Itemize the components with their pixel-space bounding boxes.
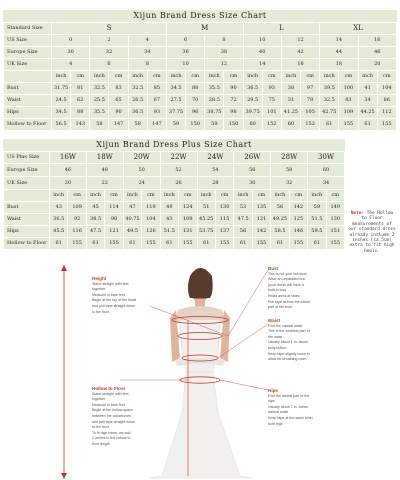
unit-cell: inch [128, 71, 147, 83]
row-label: Hollow to Floor [4, 119, 52, 131]
table-cell: 38 [205, 47, 243, 59]
table-cell: 155 [339, 119, 358, 131]
table-cell: 142 [289, 202, 307, 214]
table-cell: 51 [197, 202, 215, 214]
measuring-guide [0, 262, 400, 480]
unit-cell: cm [326, 190, 344, 202]
height-annotation: Height Stand straight with feet together Measure in bare feet Begin at the top of the head and pull tape straight down to the floor [92, 276, 137, 314]
standard-size-chart-title: Xijun Brand Dress Size Chart [133, 11, 267, 20]
size-header: 28W [271, 152, 308, 164]
unit-cell: cm [215, 190, 233, 202]
unit-cell: cm [339, 71, 358, 83]
table-cell: 27.5 [166, 95, 185, 107]
hips-annotation: Hips Find the widest part of the hips Usually about 7 in. below natural waist Keep tape at the same level both legs [268, 388, 313, 426]
table-cell: 90 [109, 107, 128, 119]
row-label [4, 71, 52, 83]
table-cell: 58 [128, 119, 147, 131]
table-cell: 41 [358, 83, 377, 95]
table-cell: 31 [281, 95, 300, 107]
height-arrow-top-icon [61, 265, 67, 271]
hollow-title: Hollow to Floor [92, 386, 126, 391]
table-cell: 40.75 [123, 214, 141, 226]
table-cell: 135 [252, 202, 270, 214]
table-cell: 20 [358, 59, 397, 71]
table-cell: 61 [358, 119, 377, 131]
table-cell: 105 [301, 107, 320, 119]
row-label: Waist [4, 214, 50, 226]
table-cell: 4 [128, 35, 166, 47]
table-cell: 37.75 [166, 107, 185, 119]
table-cell: 155 [326, 238, 344, 250]
table-cell: 155 [179, 238, 197, 250]
unit-cell: inch [86, 190, 104, 202]
unit-cell: cm [224, 71, 243, 83]
units-row [4, 190, 345, 202]
unit-cell: cm [71, 71, 90, 83]
table-cell: 65 [109, 95, 128, 107]
table-cell: 34.5 [52, 107, 71, 119]
table-cell: 56 [234, 164, 271, 177]
table-cell: 97 [301, 83, 320, 95]
measurement-row [4, 202, 345, 214]
table-cell: 0 [52, 35, 90, 47]
row-label: US Size [4, 35, 52, 47]
table-cell: 58 [90, 119, 109, 131]
dress-illustration [0, 262, 400, 480]
table-cell: 28.5 [205, 95, 224, 107]
table-cell: 2 [90, 35, 128, 47]
table-cell: 124 [179, 202, 197, 214]
standard-size-table [3, 22, 397, 131]
table-cell: 59 [166, 119, 185, 131]
table-cell: 116 [68, 226, 86, 238]
table-cell: 20 [50, 177, 87, 190]
table-cell: 137 [215, 226, 233, 238]
table-cell: 42 [281, 47, 319, 59]
row-label: UK Size [4, 59, 52, 71]
table-cell: 39.5 [320, 83, 339, 95]
table-cell: 88 [186, 83, 205, 95]
table-cell: 35.5 [90, 107, 109, 119]
table-cell: 61 [86, 238, 104, 250]
table-cell: 38.5 [86, 214, 104, 226]
table-cell: 38 [281, 83, 300, 95]
measurement-row [4, 214, 345, 226]
waist-annotation: Waist Find the natural waist This is the smallest part of the waist Usually about 1 in. above belly button Keep tape slightly loose to allow for breathing room [268, 318, 310, 362]
table-cell: 152 [262, 119, 281, 131]
table-cell: 32 [90, 47, 128, 59]
unit-cell: inch [358, 71, 377, 83]
table-cell: 16 [281, 59, 319, 71]
table-cell: 24 [123, 177, 160, 190]
size-header: 24W [197, 152, 234, 164]
table-cell: 53 [234, 202, 252, 214]
table-cell: 130 [326, 214, 344, 226]
measurement-row [4, 95, 397, 107]
table-cell: 61 [123, 238, 141, 250]
table-cell: 6 [166, 35, 204, 47]
table-cell: 104 [142, 214, 160, 226]
table-cell: 36.5 [243, 83, 262, 95]
unit-cell: inch [320, 71, 339, 83]
table-cell: 38.75 [205, 107, 224, 119]
table-cell: 60 [281, 119, 300, 131]
table-cell: 22 [86, 177, 123, 190]
row-label: Standard Size [4, 23, 52, 35]
uk-size-row [4, 177, 345, 190]
table-cell: 10 [166, 59, 204, 71]
europe-size-row [4, 47, 397, 59]
table-cell: 44 [320, 47, 358, 59]
table-cell: 125 [289, 214, 307, 226]
table-cell: 98 [224, 107, 243, 119]
note-text: The Hollow to Floor measurements of our standard dress already include 2 inches (ca.5cm) extra to fit high heels. [348, 211, 396, 254]
model-figure [150, 268, 252, 478]
table-cell: 31.75 [52, 83, 71, 95]
table-cell: 104 [377, 83, 396, 95]
table-cell: 34.5 [166, 83, 185, 95]
unit-cell: cm [109, 71, 128, 83]
table-cell: 61 [160, 238, 178, 250]
plus-size-chart [3, 139, 345, 250]
bust-annotation: Bust This is not your bra size! Wear an unpadded bra (your dress will have a built-in bra) Relax arms at sides Pull tape across the fullest part of the bust [268, 266, 310, 310]
table-cell: 60 [308, 164, 345, 177]
row-label: Waist [4, 95, 52, 107]
table-cell: 131 [179, 226, 197, 238]
row-label: Hollow to Floor [4, 238, 50, 250]
table-cell: 45 [86, 202, 104, 214]
table-cell: 24.5 [52, 95, 71, 107]
table-cell: 43 [50, 202, 68, 214]
table-cell: 4 [52, 59, 90, 71]
table-cell: 83 [339, 95, 358, 107]
table-cell: 34 [128, 47, 166, 59]
table-cell: 126 [142, 226, 160, 238]
size-header: 16W [50, 152, 87, 164]
table-cell: 18 [320, 59, 358, 71]
table-cell: 58 [271, 164, 308, 177]
unit-cell: inch [197, 190, 215, 202]
table-cell: 155 [142, 238, 160, 250]
note-title: Note: [350, 211, 365, 216]
table-cell: 32.5 [320, 95, 339, 107]
unit-cell: cm [301, 71, 320, 83]
table-cell: 59 [308, 202, 326, 214]
table-cell: 151 [326, 226, 344, 238]
table-cell: 93 [147, 107, 166, 119]
table-cell: 115 [215, 214, 233, 226]
table-cell: 25.5 [90, 95, 109, 107]
unit-cell: inch [281, 71, 300, 83]
table-cell: 121 [252, 214, 270, 226]
table-cell: 83 [109, 83, 128, 95]
height-title: Height [92, 276, 107, 281]
table-cell: 130 [215, 202, 233, 214]
unit-cell: inch [166, 71, 185, 83]
table-cell: 100 [339, 83, 358, 95]
waist-title: Waist [268, 318, 281, 323]
table-cell: 41.25 [281, 107, 300, 119]
uk-size-row [4, 59, 397, 71]
table-cell: 92 [68, 214, 86, 226]
table-cell: 26.5 [128, 95, 147, 107]
table-cell: 36.5 [128, 107, 147, 119]
unit-cell: cm [252, 190, 270, 202]
table-cell: 61 [50, 238, 68, 250]
table-cell: 61 [308, 238, 326, 250]
table-cell: 90 [224, 83, 243, 95]
table-cell: 46 [358, 47, 397, 59]
table-cell: 109 [339, 107, 358, 119]
europe-size-row [4, 164, 345, 177]
size-header: 26W [234, 152, 271, 164]
table-cell: 61 [320, 119, 339, 131]
plus-size-table [3, 151, 345, 250]
table-cell: 114 [105, 202, 123, 214]
size-group-header: S [52, 23, 167, 35]
table-cell: 75 [262, 95, 281, 107]
unit-cell: cm [377, 71, 396, 83]
measurement-row [4, 83, 397, 95]
unit-cell: inch [205, 71, 224, 83]
size-group-header: XL [320, 23, 397, 35]
table-cell: 51.5 [308, 214, 326, 226]
table-cell: 12 [281, 35, 319, 47]
table-cell: 28 [197, 177, 234, 190]
standard-size-chart [3, 10, 397, 131]
table-cell: 56.5 [52, 119, 71, 131]
table-cell: 12 [205, 59, 243, 71]
table-cell: 36 [166, 47, 204, 59]
units-row [4, 71, 397, 83]
us-size-row [4, 35, 397, 47]
table-cell: 45.25 [197, 214, 215, 226]
table-cell: 48 [86, 164, 123, 177]
unit-cell: inch [123, 190, 141, 202]
unit-cell: inch [90, 71, 109, 83]
us-plus-size-row [4, 152, 345, 164]
measurement-row [4, 238, 345, 250]
table-cell: 35.5 [205, 83, 224, 95]
table-cell: 81 [71, 83, 90, 95]
table-cell: 36.5 [50, 214, 68, 226]
table-cell: 34 [308, 177, 345, 190]
table-cell: 50 [123, 164, 160, 177]
table-cell: 155 [105, 238, 123, 250]
table-cell: 88 [71, 107, 90, 119]
table-cell: 98 [105, 214, 123, 226]
unit-cell: inch [243, 71, 262, 83]
table-cell: 51.5 [160, 226, 178, 238]
table-cell: 49.5 [123, 226, 141, 238]
table-cell: 60 [243, 119, 262, 131]
table-cell: 39.75 [243, 107, 262, 119]
table-cell: 72 [224, 95, 243, 107]
table-cell: 56 [271, 202, 289, 214]
table-cell: 47.5 [86, 226, 104, 238]
table-cell: 93 [262, 83, 281, 95]
table-cell: 59.5 [308, 226, 326, 238]
table-cell: 147 [109, 119, 128, 131]
bust-title: Bust [268, 266, 279, 271]
unit-cell: inch [271, 190, 289, 202]
table-cell: 44.25 [358, 107, 377, 119]
table-cell: 121 [105, 226, 123, 238]
row-label: US Plus Size [4, 152, 50, 164]
table-cell: 16 [358, 35, 397, 47]
table-cell: 10 [243, 35, 281, 47]
table-cell: 32.5 [90, 83, 109, 95]
table-cell: 26 [160, 177, 197, 190]
plus-size-chart-title: Xijun Brand Dress Plus Size Chart [96, 140, 252, 149]
table-cell: 61 [234, 238, 252, 250]
table-cell: 150 [186, 119, 205, 131]
table-cell: 61 [197, 238, 215, 250]
group-header-row [4, 23, 397, 35]
row-label: Bust [4, 202, 50, 214]
table-cell: 155 [68, 238, 86, 250]
unit-cell: cm [68, 190, 86, 202]
table-cell: 53.75 [197, 226, 215, 238]
table-cell: 30 [52, 47, 90, 59]
measurement-row [4, 107, 397, 119]
table-cell: 70 [186, 95, 205, 107]
hips-title: Hips [268, 388, 278, 393]
table-cell: 43 [160, 214, 178, 226]
table-cell: 109 [68, 202, 86, 214]
size-group-header: L [243, 23, 320, 35]
table-cell: 143 [71, 119, 90, 131]
table-cell: 47.5 [234, 214, 252, 226]
size-header: 18W [86, 152, 123, 164]
table-cell: 85 [147, 83, 166, 95]
table-cell: 149 [326, 202, 344, 214]
table-cell: 32 [271, 177, 308, 190]
table-cell: 112 [377, 107, 396, 119]
table-cell: 150 [224, 119, 243, 131]
table-cell: 152 [301, 119, 320, 131]
row-label: UK Size [4, 177, 50, 190]
table-cell: 101 [262, 107, 281, 119]
table-cell: 59 [205, 119, 224, 131]
table-cell: 49.25 [271, 214, 289, 226]
table-cell: 58.5 [271, 226, 289, 238]
unit-cell: inch [50, 190, 68, 202]
unit-cell: cm [179, 190, 197, 202]
plus-size-note [347, 211, 397, 261]
table-cell: 8 [128, 59, 166, 71]
table-cell: 96 [186, 107, 205, 119]
table-cell: 52 [160, 164, 197, 177]
row-label: Hips [4, 107, 52, 119]
table-cell: 109 [179, 214, 197, 226]
row-label: Europe Size [4, 164, 50, 177]
height-arrow-bottom-icon [61, 473, 67, 479]
size-header: 22W [160, 152, 197, 164]
unit-cell: cm [142, 190, 160, 202]
unit-cell: inch [160, 190, 178, 202]
table-cell: 155 [377, 119, 396, 131]
table-cell: 61 [271, 238, 289, 250]
table-cell: 62 [71, 95, 90, 107]
table-cell: 34 [358, 95, 377, 107]
table-cell: 54 [197, 164, 234, 177]
unit-cell: cm [186, 71, 205, 83]
table-cell: 40 [243, 47, 281, 59]
unit-cell: cm [262, 71, 281, 83]
table-cell: 47 [123, 202, 141, 214]
row-label: Bust [4, 83, 52, 95]
table-cell: 49 [160, 202, 178, 214]
table-cell: 29.5 [243, 95, 262, 107]
measurement-row [4, 119, 397, 131]
hips-leader [220, 380, 268, 390]
table-cell: 155 [289, 238, 307, 250]
unit-cell: cm [147, 71, 166, 83]
table-cell: 32.5 [128, 83, 147, 95]
unit-cell: cm [105, 190, 123, 202]
table-cell: 142 [252, 226, 270, 238]
table-cell: 147 [147, 119, 166, 131]
size-header: 30W [308, 152, 345, 164]
table-cell: 8 [205, 35, 243, 47]
table-cell: 67 [147, 95, 166, 107]
table-cell: 119 [142, 202, 160, 214]
table-cell: 42.75 [320, 107, 339, 119]
row-label [4, 190, 50, 202]
row-label: Hips [4, 226, 50, 238]
table-cell: 146 [289, 226, 307, 238]
row-label: Europe Size [4, 47, 52, 59]
size-header: 20W [123, 152, 160, 164]
unit-cell: cm [289, 190, 307, 202]
unit-cell: inch [308, 190, 326, 202]
table-cell: 45.5 [50, 226, 68, 238]
table-cell: 56 [234, 226, 252, 238]
unit-cell: inch [234, 190, 252, 202]
table-cell: 155 [252, 238, 270, 250]
measurement-row [4, 226, 345, 238]
table-cell: 30 [234, 177, 271, 190]
table-cell: 86 [377, 95, 396, 107]
table-cell: 46 [50, 164, 87, 177]
table-cell: 155 [215, 238, 233, 250]
table-cell: 14 [320, 35, 358, 47]
size-group-header: M [166, 23, 243, 35]
table-cell: 14 [243, 59, 281, 71]
unit-cell: inch [52, 71, 71, 83]
table-cell: 6 [90, 59, 128, 71]
hollow-annotation: Hollow to Floor Stand straight with feet together Measure in bare feet Begin at the hollow space between the collarbones and pull tape straight down to the floor To fit high heels, we add 2 inches to the hollow to floor length [92, 386, 135, 446]
table-cell: 79 [301, 95, 320, 107]
